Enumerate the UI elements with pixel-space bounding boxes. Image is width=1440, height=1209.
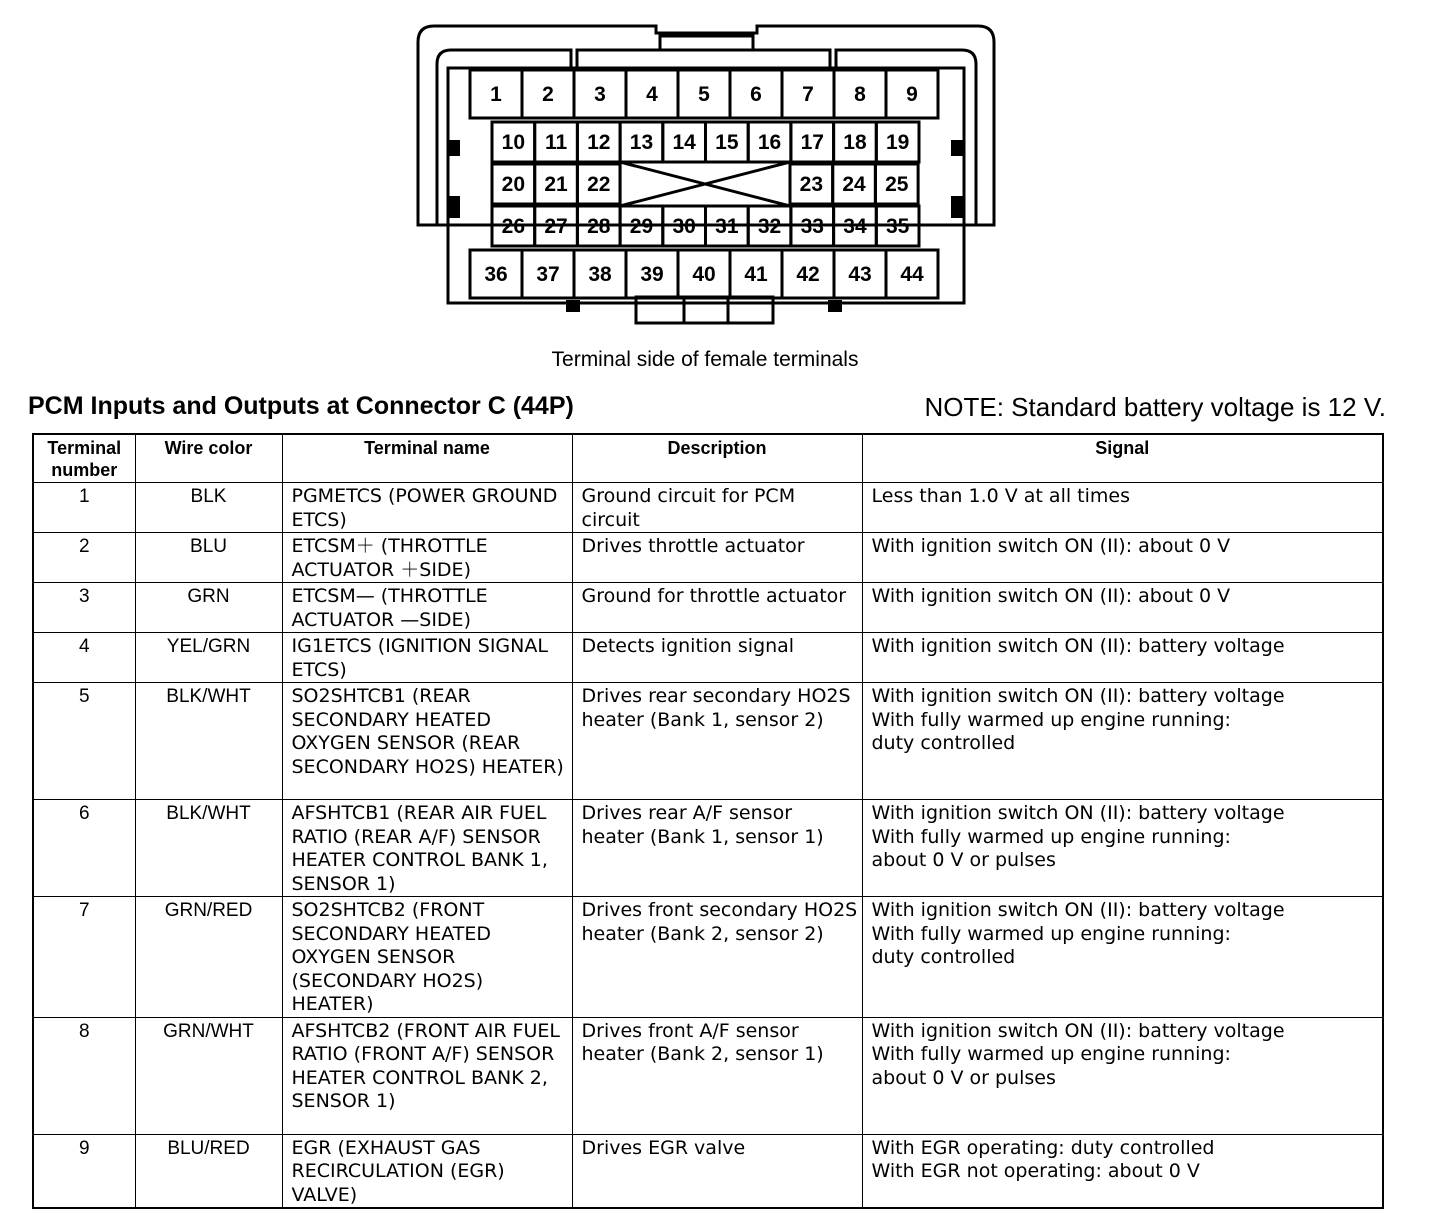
- terminal-number: 12: [587, 131, 611, 154]
- terminal-cell: [574, 70, 626, 118]
- pcm-io-table: [32, 433, 1384, 1209]
- terminal-cell: [782, 70, 834, 118]
- signal-cell: Less than 1.0 V at all times: [862, 483, 1383, 533]
- terminal-number: 15: [715, 131, 739, 154]
- connector-caption: Terminal side of female terminals: [551, 348, 859, 371]
- terminal-cell: [522, 250, 574, 298]
- terminal-number: 35: [885, 215, 910, 238]
- wire-color-cell: GRN/RED: [135, 897, 282, 1018]
- terminal-cell: [678, 70, 730, 118]
- description-cell: Drives EGR valve: [572, 1134, 862, 1208]
- terminal-number-cell: 1: [33, 483, 135, 533]
- terminal-number: 4: [646, 83, 658, 106]
- signal-cell: With ignition switch ON (II): battery voltage With fully warmed up engine running: about 0 V or pulses: [862, 800, 1383, 897]
- terminal-number-cell: 9: [33, 1134, 135, 1208]
- terminal-cell: [535, 164, 578, 204]
- terminal-number: 30: [672, 215, 696, 238]
- table-row: [33, 897, 1383, 1018]
- terminal-number: 19: [885, 131, 910, 154]
- terminal-cell: [782, 250, 834, 298]
- table-row: [33, 533, 1383, 583]
- blocked-cavities: [620, 162, 790, 206]
- table-header-row: [33, 434, 1383, 483]
- terminal-number: 2: [542, 83, 554, 106]
- terminal-name-cell: IG1ETCS (IGNITION SIGNAL ETCS): [282, 633, 572, 683]
- terminal-cell: [876, 122, 919, 162]
- terminal-number: 18: [843, 131, 867, 154]
- terminal-number: 20: [501, 173, 526, 196]
- wire-color-cell: GRN: [135, 583, 282, 633]
- terminal-number: 27: [544, 215, 568, 238]
- table-row: [33, 1134, 1383, 1208]
- terminal-number: 3: [594, 83, 606, 106]
- terminal-cell: [833, 164, 876, 204]
- terminal-cell: [730, 250, 782, 298]
- terminal-cell: [730, 70, 782, 118]
- description-cell: Ground circuit for PCM circuit: [572, 483, 862, 533]
- terminal-name-cell: PGMETCS (POWER GROUND ETCS): [282, 483, 572, 533]
- terminal-cell: [875, 164, 918, 204]
- terminal-cell: [535, 122, 578, 162]
- terminal-number: 16: [757, 131, 782, 154]
- terminal-cell: [470, 250, 522, 298]
- terminal-number: 26: [501, 215, 526, 238]
- column-header: Signal: [862, 434, 1383, 483]
- terminal-number: 24: [842, 173, 866, 196]
- terminal-number-cell: 4: [33, 633, 135, 683]
- table-row: [33, 1017, 1383, 1134]
- terminal-number: 40: [692, 263, 716, 286]
- terminal-number-cell: 6: [33, 800, 135, 897]
- terminal-name-cell: SO2SHTCB2 (FRONT SECONDARY HEATED OXYGEN SENSOR (SECONDARY HO2S) HEATER): [282, 897, 572, 1018]
- terminal-number: 44: [900, 263, 924, 286]
- table-row: [33, 800, 1383, 897]
- terminal-number-cell: 7: [33, 897, 135, 1018]
- terminal-number: 31: [715, 215, 739, 238]
- signal-cell: With ignition switch ON (II): about 0 V: [862, 533, 1383, 583]
- voltage-note: NOTE: Standard battery voltage is 12 V.: [924, 392, 1386, 422]
- terminal-number: 23: [799, 173, 824, 196]
- terminal-cell: [790, 164, 833, 204]
- description-cell: Drives rear secondary HO2S heater (Bank 1, sensor 2): [572, 683, 862, 800]
- page-title: PCM Inputs and Outputs at Connector C (44P): [28, 392, 574, 420]
- description-cell: Drives front secondary HO2S heater (Bank 2, sensor 2): [572, 897, 862, 1018]
- terminal-cell: [577, 122, 620, 162]
- description-cell: Drives front A/F sensor heater (Bank 2, sensor 1): [572, 1017, 862, 1134]
- column-header: Terminal name: [282, 434, 572, 483]
- signal-cell: With ignition switch ON (II): battery voltage With fully warmed up engine running: about 0 V or pulses: [862, 1017, 1383, 1134]
- wire-color-cell: BLK/WHT: [135, 683, 282, 800]
- terminal-cell: [626, 250, 678, 298]
- description-cell: Detects ignition signal: [572, 633, 862, 683]
- table-row: [33, 683, 1383, 800]
- terminal-number: 13: [629, 131, 654, 154]
- terminal-number: 11: [544, 131, 568, 154]
- terminal-number: 9: [906, 83, 918, 106]
- terminal-number: 10: [501, 131, 526, 154]
- terminal-number: 1: [490, 83, 502, 106]
- column-header: Terminal number: [33, 434, 135, 483]
- terminal-number: 42: [796, 263, 820, 286]
- terminal-cell: [678, 250, 730, 298]
- wire-color-cell: GRN/WHT: [135, 1017, 282, 1134]
- column-header: Description: [572, 434, 862, 483]
- terminal-cell: [706, 122, 749, 162]
- signal-cell: With ignition switch ON (II): battery voltage: [862, 633, 1383, 683]
- terminal-name-cell: AFSHTCB2 (FRONT AIR FUEL RATIO (FRONT A/F) SENSOR HEATER CONTROL BANK 2, SENSOR 1): [282, 1017, 572, 1134]
- terminal-number: 21: [544, 173, 568, 196]
- terminal-number: 41: [744, 263, 768, 286]
- terminal-cell: [791, 122, 834, 162]
- connector-diagram: [0, 0, 1440, 340]
- signal-cell: With ignition switch ON (II): battery voltage With fully warmed up engine running: duty controlled: [862, 683, 1383, 800]
- terminal-number: 14: [672, 131, 696, 154]
- terminal-cell: [492, 164, 535, 204]
- table-row: [33, 583, 1383, 633]
- terminal-cell: [574, 250, 626, 298]
- wire-color-cell: YEL/GRN: [135, 633, 282, 683]
- terminal-number: 37: [536, 263, 560, 286]
- terminal-cell: [626, 70, 678, 118]
- terminal-number: 7: [802, 83, 814, 106]
- description-cell: Drives rear A/F sensor heater (Bank 1, sensor 1): [572, 800, 862, 897]
- terminal-name-cell: AFSHTCB1 (REAR AIR FUEL RATIO (REAR A/F) SENSOR HEATER CONTROL BANK 1, SENSOR 1): [282, 800, 572, 897]
- table-row: [33, 633, 1383, 683]
- signal-cell: With ignition switch ON (II): about 0 V: [862, 583, 1383, 633]
- terminal-number: 6: [750, 83, 762, 106]
- terminal-number: 43: [848, 263, 872, 286]
- terminal-number: 5: [698, 83, 710, 106]
- terminal-number: 29: [629, 215, 654, 238]
- terminal-cell: [834, 250, 886, 298]
- terminal-name-cell: ETCSM— (THROTTLE ACTUATOR —SIDE): [282, 583, 572, 633]
- signal-cell: With ignition switch ON (II): battery voltage With fully warmed up engine running: duty controlled: [862, 897, 1383, 1018]
- terminal-cell: [886, 250, 938, 298]
- terminal-number: 34: [843, 215, 867, 238]
- terminal-name-cell: EGR (EXHAUST GAS RECIRCULATION (EGR) VALVE): [282, 1134, 572, 1208]
- terminal-name-cell: ETCSM＋ (THROTTLE ACTUATOR ＋SIDE): [282, 533, 572, 583]
- terminal-number-cell: 2: [33, 533, 135, 583]
- wire-color-cell: BLK/WHT: [135, 800, 282, 897]
- terminal-cell: [663, 122, 706, 162]
- terminal-number: 17: [800, 131, 824, 154]
- terminal-name-cell: SO2SHTCB1 (REAR SECONDARY HEATED OXYGEN SENSOR (REAR SECONDARY HO2S) HEATER): [282, 683, 572, 800]
- terminal-number-cell: 5: [33, 683, 135, 800]
- terminal-cell: [577, 164, 620, 204]
- terminal-number-cell: 8: [33, 1017, 135, 1134]
- terminal-number: 36: [484, 263, 508, 286]
- table-row: [33, 483, 1383, 533]
- wire-color-cell: BLU/RED: [135, 1134, 282, 1208]
- terminal-cell: [834, 70, 886, 118]
- terminal-cell: [492, 122, 535, 162]
- terminal-number: 25: [885, 173, 909, 196]
- terminal-number: 28: [587, 215, 611, 238]
- terminal-number: 32: [757, 215, 782, 238]
- wire-color-cell: BLU: [135, 533, 282, 583]
- terminal-cell: [620, 122, 663, 162]
- terminal-cell: [522, 70, 574, 118]
- description-cell: Drives throttle actuator: [572, 533, 862, 583]
- column-header: Wire color: [135, 434, 282, 483]
- terminal-number: 38: [588, 263, 612, 286]
- terminal-cell: [886, 70, 938, 118]
- terminal-number: 39: [640, 263, 664, 286]
- terminal-number-cell: 3: [33, 583, 135, 633]
- terminal-cell: [470, 70, 522, 118]
- description-cell: Ground for throttle actuator: [572, 583, 862, 633]
- terminal-cell: [834, 122, 877, 162]
- terminal-number: 22: [587, 173, 611, 196]
- terminal-number: 8: [854, 83, 866, 106]
- wire-color-cell: BLK: [135, 483, 282, 533]
- terminal-cell: [748, 122, 791, 162]
- terminal-number: 33: [800, 215, 824, 238]
- signal-cell: With EGR operating: duty controlled With EGR not operating: about 0 V: [862, 1134, 1383, 1208]
